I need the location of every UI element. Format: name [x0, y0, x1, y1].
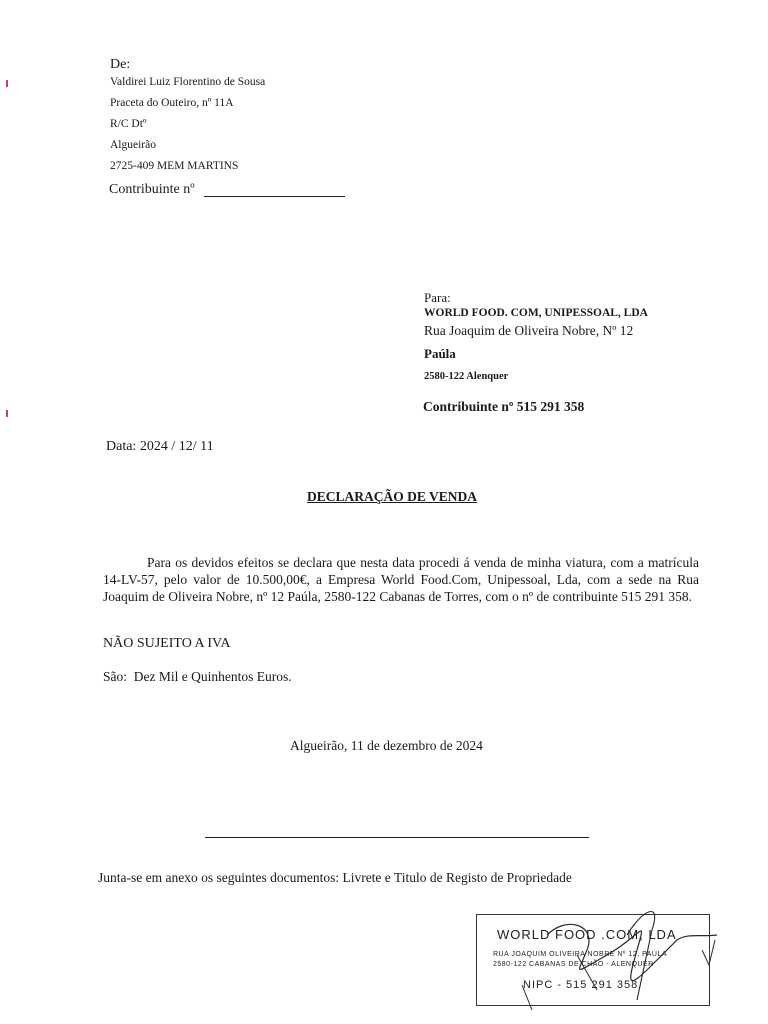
signature-line — [205, 837, 589, 838]
attachments-note: Junta-se em anexo os seguintes documentos: Livrete e Titulo de Registo de Propriedade — [98, 870, 572, 885]
stamp-company-name: WORLD FOOD .COM, LDA — [497, 927, 677, 942]
sender-floor: R/C Dtº — [110, 118, 147, 130]
sender-street: Praceta do Outeiro, nº 11A — [110, 97, 234, 109]
handwritten-signature — [477, 895, 737, 1015]
stamp-nipc: NIPC - 515 291 358 — [523, 979, 639, 991]
document-title: DECLARAÇÃO DE VENDA — [307, 489, 478, 504]
sender-label: De: — [110, 57, 131, 72]
stamp-address-line-1: RUA JOAQUIM OLIVEIRA NOBRE Nº 12, PAÚLA — [493, 951, 668, 958]
stamp-address-line-2: 2580-122 CABANAS DE CHÃO - ALENQUER — [493, 961, 654, 968]
recipient-label: Para: — [424, 290, 451, 305]
sender-tax-blank-line — [204, 196, 345, 197]
recipient-locality: Paúla — [424, 346, 456, 361]
recipient-postal: 2580-122 Alenquer — [424, 371, 509, 382]
amount-in-words: São: Dez Mil e Quinhentos Euros. — [103, 669, 292, 684]
declaration-body — [103, 554, 699, 605]
document-date: Data: 2024 / 12/ 11 — [106, 439, 214, 454]
sender-name: Valdirei Luiz Florentino de Sousa — [110, 76, 266, 88]
recipient-street: Rua Joaquim de Oliveira Nobre, Nº 12 — [424, 323, 634, 338]
vat-note: NÃO SUJEITO A IVA — [103, 636, 231, 651]
declaration-text: Para os devidos efeitos se declara que nesta data procedi á venda de minha viatura, com a matrícula 14-LV-57, pelo valor de 10.500,00€, a Empresa World Food.Com, Unipessoal, Lda, com a sede na Rua Joaquim de Oliveira Nobre, nº 12 Paúla, 2580-122 Cabanas de Torres, com o nº de contribuinte 515 291 358. — [103, 555, 699, 604]
margin-mark — [6, 80, 8, 87]
company-stamp — [476, 914, 710, 1006]
sender-postal: 2725-409 MEM MARTINS — [110, 160, 239, 172]
sender-locality: Algueirão — [110, 139, 156, 151]
margin-mark — [6, 410, 8, 417]
recipient-tax-id: Contribuinte nº 515 291 358 — [423, 399, 585, 414]
place-and-date: Algueirão, 11 de dezembro de 2024 — [290, 738, 483, 753]
sender-tax-label: Contribuinte nº — [109, 182, 195, 197]
recipient-company: WORLD FOOD. COM, UNIPESSOAL, LDA — [424, 307, 648, 319]
